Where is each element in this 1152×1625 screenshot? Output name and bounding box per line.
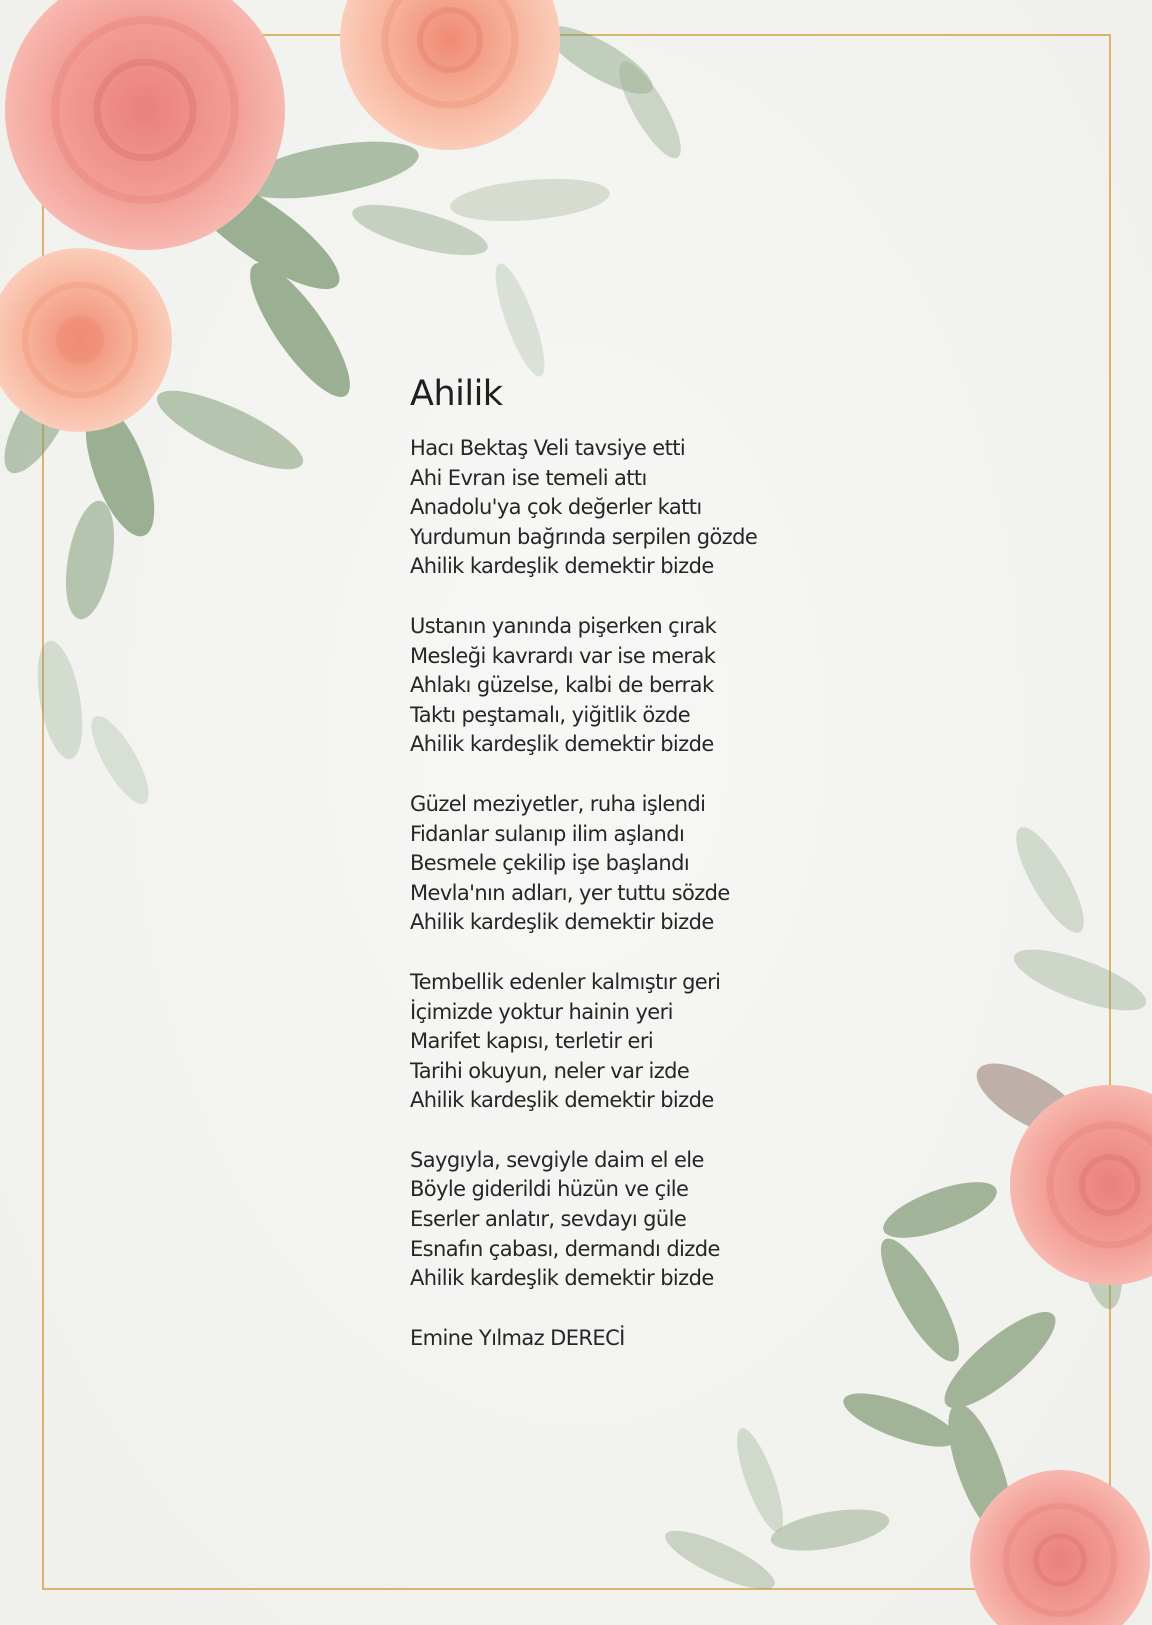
poem-line: Fidanlar sulanıp ilim aşlandı	[410, 821, 685, 846]
poem-line: Mesleği kavrardı var ise merak	[410, 643, 716, 668]
poem-line: Tarihi okuyun, neler var izde	[410, 1058, 690, 1083]
poem-line: Böyle giderildi hüzün ve çile	[410, 1177, 689, 1202]
poem	[410, 372, 830, 1353]
poem-line: Eserler anlatır, sevdayı güle	[410, 1207, 687, 1232]
stanza-5	[410, 1146, 830, 1294]
stanza-1	[410, 434, 830, 582]
stanza-4	[410, 968, 830, 1116]
poem-title: Ahilik	[410, 374, 503, 414]
poem-line: İçimizde yoktur hainin yeri	[410, 999, 673, 1024]
poem-line: Yurdumun bağrında serpilen gözde	[410, 524, 758, 549]
poem-line: Hacı Bektaş Veli tavsiye etti	[410, 436, 686, 460]
poem-body	[410, 434, 830, 1294]
poem-line: Besmele çekilip işe başlandı	[410, 851, 690, 876]
stanza-3	[410, 790, 830, 938]
poem-line: Güzel meziyetler, ruha işlendi	[410, 791, 706, 816]
poem-line: Esnafın çabası, dermandı dizde	[410, 1236, 720, 1261]
poem-line: Ahi Evran ise temeli attı	[410, 465, 647, 490]
poem-line: Taktı peştamalı, yiğitlik özde	[410, 702, 691, 727]
poem-line: Ahilik kardeşlik demektir bizde	[410, 1088, 714, 1113]
poem-line: Ahilik kardeşlik demektir bizde	[410, 554, 714, 579]
poem-line: Mevla'nın adları, yer tuttu sözde	[410, 880, 730, 905]
poem-line: Ahilik kardeşlik demektir bizde	[410, 910, 714, 935]
poem-line: Tembellik edenler kalmıştır geri	[410, 969, 721, 994]
poem-line: Ustanın yanında pişerken çırak	[410, 613, 717, 638]
poem-author: Emine Yılmaz DERECİ	[410, 1325, 625, 1350]
poem-line: Saygıyla, sevgiyle daim el ele	[410, 1147, 704, 1172]
poem-line: Marifet kapısı, terletir eri	[410, 1029, 654, 1054]
poem-line: Ahilik kardeşlik demektir bizde	[410, 1266, 714, 1291]
poem-line: Ahilik kardeşlik demektir bizde	[410, 732, 714, 757]
poem-line: Anadolu'ya çok değerler kattı	[410, 495, 702, 520]
poem-line: Ahlakı güzelse, kalbi de berrak	[410, 673, 714, 698]
stanza-2	[410, 612, 830, 760]
